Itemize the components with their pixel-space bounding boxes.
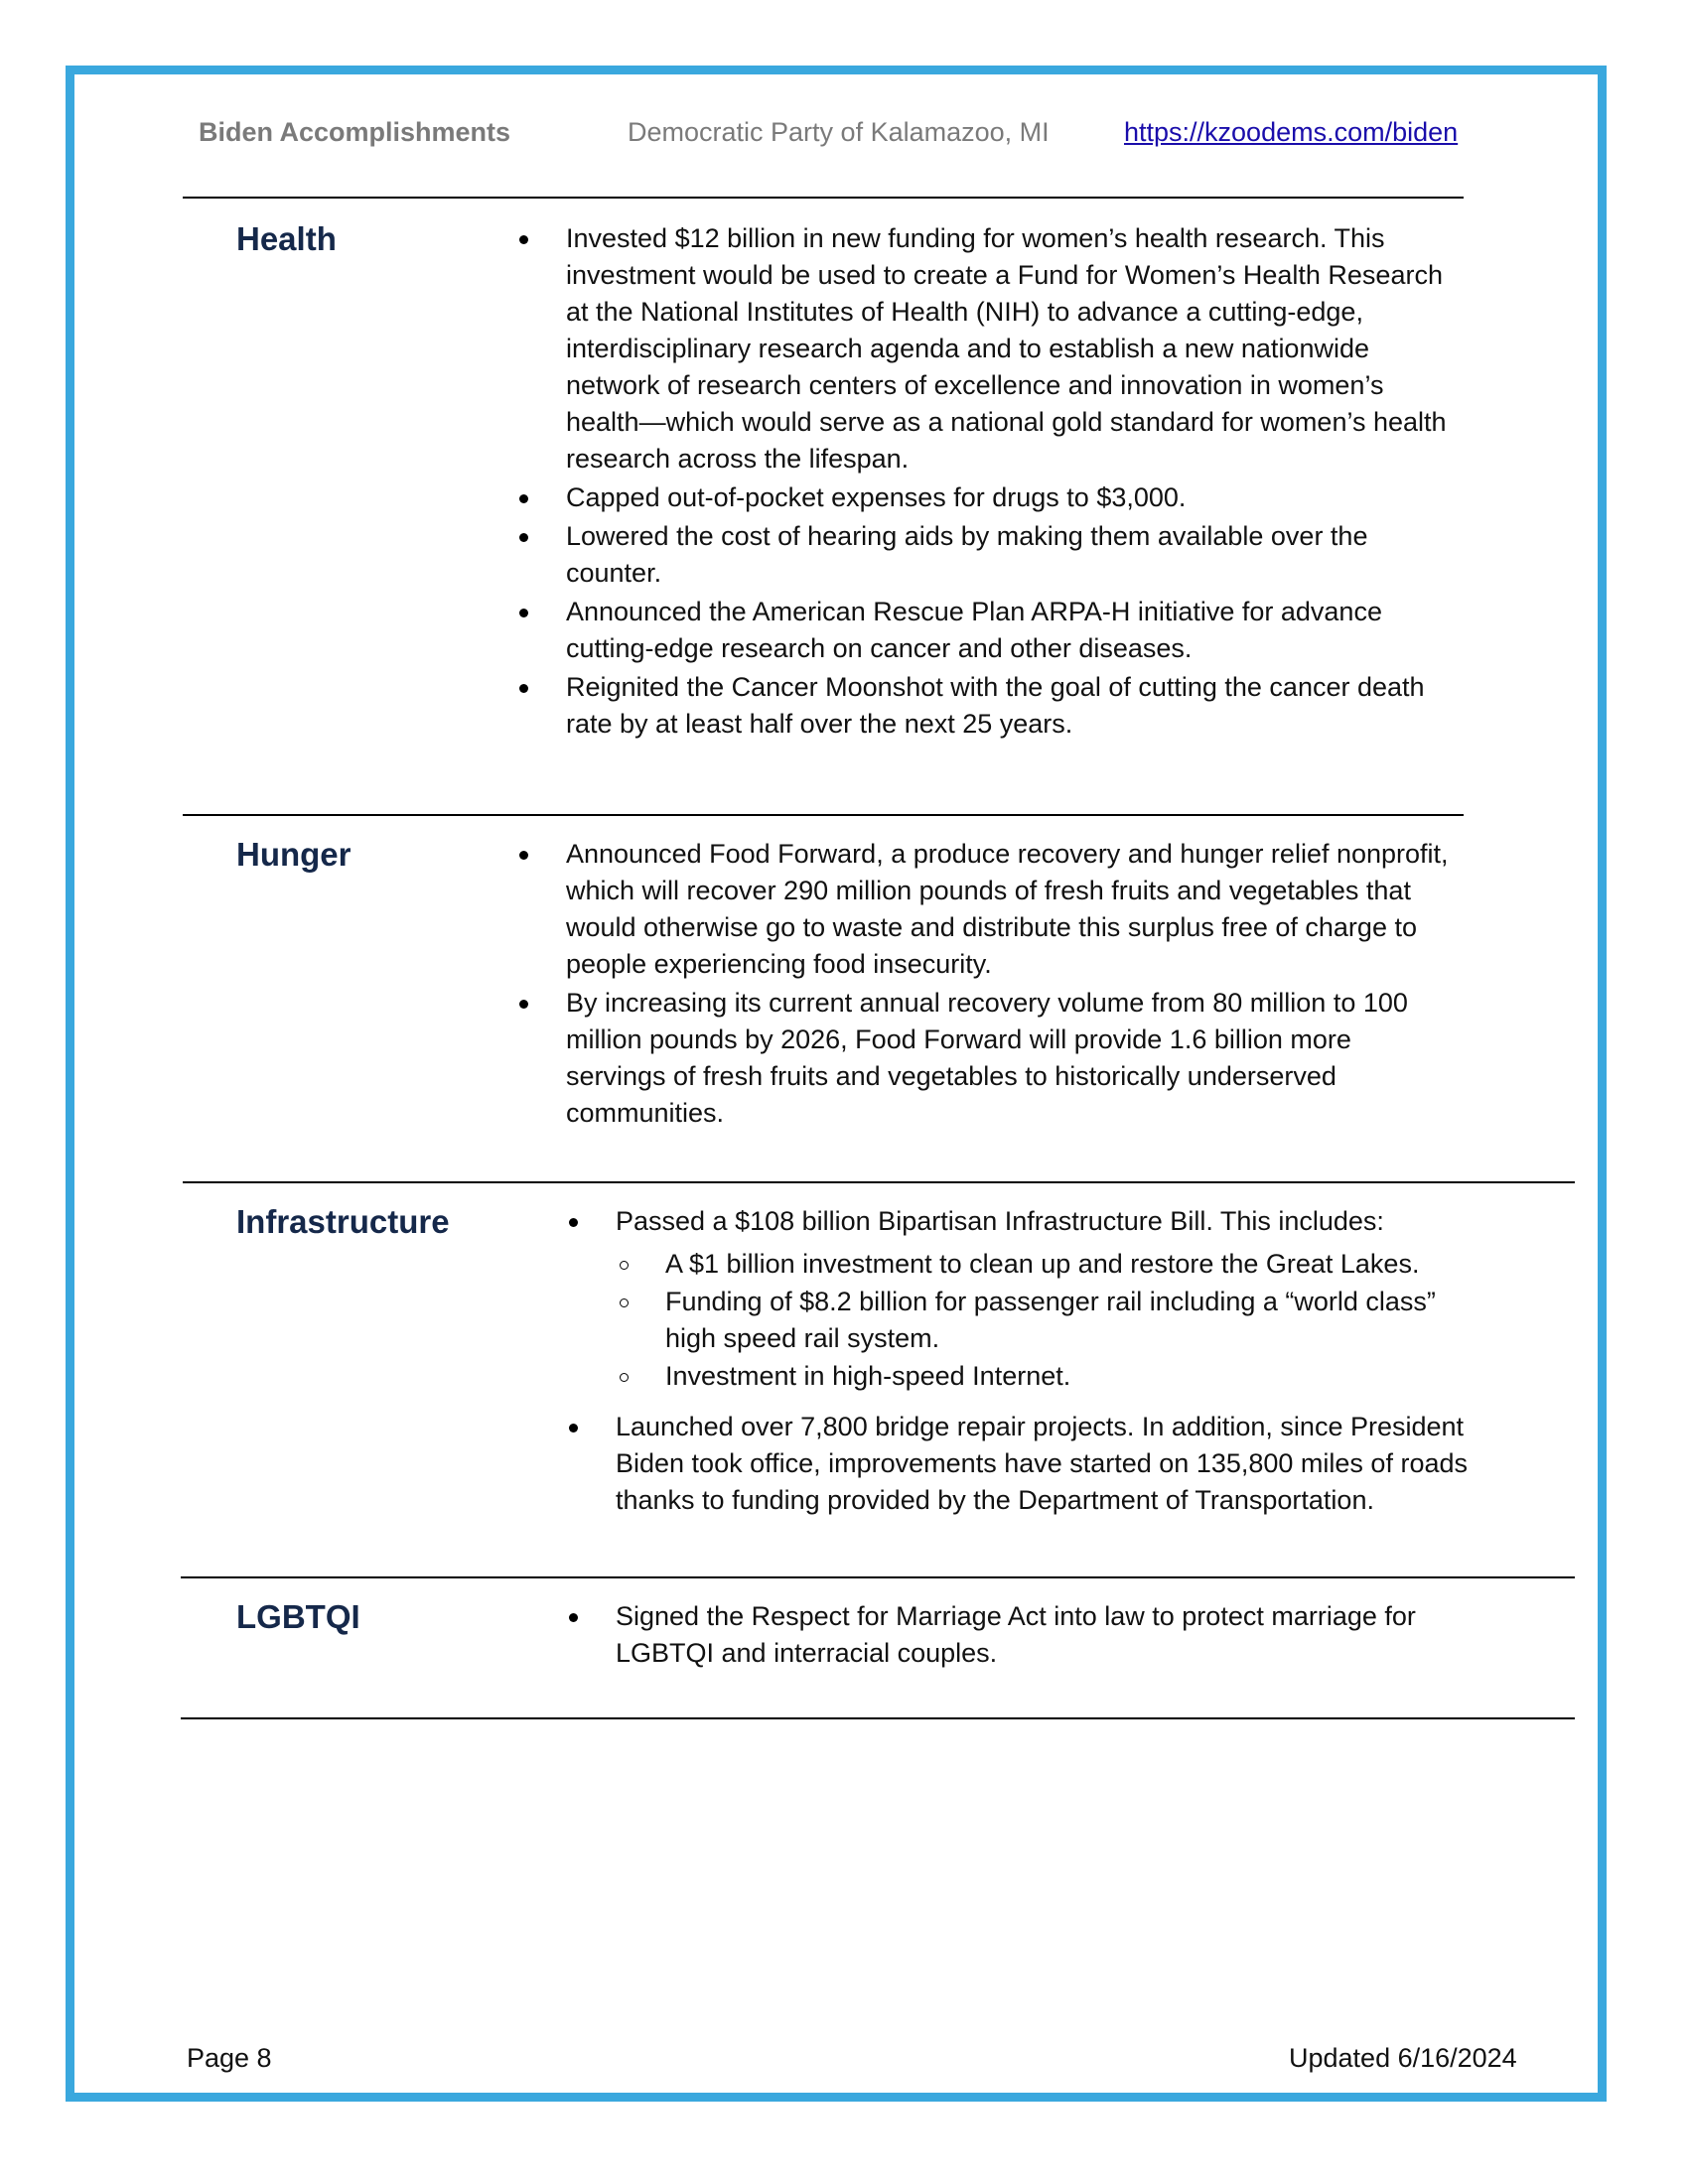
list-item <box>516 518 1450 592</box>
section-heading: Infrastructure <box>236 1203 450 1240</box>
hollow-bullet-icon <box>620 1298 629 1307</box>
list-item <box>566 1203 1489 1395</box>
bullet-list <box>566 1203 1489 1521</box>
bullet-icon <box>519 684 528 693</box>
list-item <box>516 836 1450 983</box>
list-item <box>516 220 1450 478</box>
sub-bullet-text: Funding of $8.2 billion for passenger rail including a “world class” high speed rail system. <box>665 1287 1436 1353</box>
bullet-text: Capped out-of-pocket expenses for drugs to $3,000. <box>566 482 1187 512</box>
bullet-icon <box>569 1218 578 1227</box>
sub-list-item <box>616 1284 1489 1357</box>
sub-list-item <box>616 1358 1489 1395</box>
bullet-text: Announced Food Forward, a produce recovery and hunger relief nonprofit, which will recover 290 million pounds of fresh fruits and vegetables that would otherwise go to waste and distribute this surplus free of charge to people experiencing food insecurity. <box>566 839 1449 979</box>
page-number: Page 8 <box>187 2043 272 2073</box>
sub-bullet-text: A $1 billion investment to clean up and restore the Great Lakes. <box>665 1249 1420 1279</box>
bullet-text: Reignited the Cancer Moonshot with the goal of cutting the cancer death rate by at least half over the next 25 years. <box>566 672 1425 739</box>
hollow-bullet-icon <box>620 1261 629 1270</box>
section-divider <box>183 814 1464 816</box>
bullet-text: Lowered the cost of hearing aids by making them available over the counter. <box>566 521 1368 588</box>
section-divider <box>181 1717 1575 1719</box>
bullet-icon <box>519 494 528 503</box>
bullet-text: Launched over 7,800 bridge repair projects. In addition, since President Biden took office, improvements have started on 135,800 miles of roads thanks to funding provided by the Department of Transportation. <box>616 1412 1468 1515</box>
bullet-icon <box>519 609 528 617</box>
bullet-list <box>566 1598 1499 1674</box>
bullet-text: Announced the American Rescue Plan ARPA-H initiative for advance cutting-edge research on cancer and other diseases. <box>566 597 1382 663</box>
list-item <box>566 1409 1489 1519</box>
bullet-list <box>516 836 1450 1134</box>
section-heading: LGBTQI <box>236 1598 360 1635</box>
list-item <box>516 594 1450 667</box>
bullet-icon <box>569 1613 578 1622</box>
bullet-text: Signed the Respect for Marriage Act into law to protect marriage for LGBTQI and interracial couples. <box>616 1601 1416 1668</box>
list-item <box>566 1598 1499 1672</box>
sub-bullet-list <box>616 1246 1489 1395</box>
bullet-icon <box>569 1424 578 1433</box>
bullet-icon <box>519 1000 528 1009</box>
bullet-icon <box>519 533 528 542</box>
bullet-icon <box>519 851 528 860</box>
page-header <box>199 117 1489 157</box>
source-link[interactable]: https://kzoodems.com/biden <box>1124 117 1459 147</box>
sub-list-item <box>616 1246 1489 1283</box>
updated-date: Updated 6/16/2024 <box>1289 2043 1517 2073</box>
bullet-text: By increasing its current annual recovery volume from 80 million to 100 million pounds by 2026, Food Forward will provide 1.6 billion more servings of fresh fruits and vegetables to historically underserved communities. <box>566 988 1408 1128</box>
section-heading: Health <box>236 220 337 257</box>
bullet-list <box>516 220 1450 745</box>
bullet-text: Passed a $108 billion Bipartisan Infrastructure Bill. This includes: <box>616 1206 1384 1236</box>
hollow-bullet-icon <box>620 1373 629 1382</box>
sub-bullet-text: Investment in high-speed Internet. <box>665 1361 1071 1391</box>
list-item <box>516 669 1450 743</box>
list-item <box>516 479 1450 516</box>
section-divider <box>183 1181 1575 1183</box>
organization-name: Democratic Party of Kalamazoo, MI <box>628 117 1050 147</box>
section-hunger <box>183 836 1573 1134</box>
list-item <box>516 985 1450 1132</box>
section-heading: Hunger <box>236 836 352 873</box>
document-title: Biden Accomplishments <box>199 117 511 147</box>
bullet-icon <box>519 235 528 244</box>
section-health <box>183 220 1573 737</box>
section-divider <box>181 1576 1575 1578</box>
bullet-text: Invested $12 billion in new funding for women’s health research. This investment would be used to create a Fund for Women’s Health Research at the National Institutes of Health (NIH) to advance a cutting-edge, interdisciplinary research agenda and to establish a new nationwide network of research centers of excellence and innovation in women’s health—which would serve as a national gold standard for women’s health research across the lifespan. <box>566 223 1447 474</box>
section-infrastructure <box>183 1203 1573 1541</box>
section-divider <box>183 197 1464 199</box>
section-lgbtqi <box>183 1598 1573 1707</box>
